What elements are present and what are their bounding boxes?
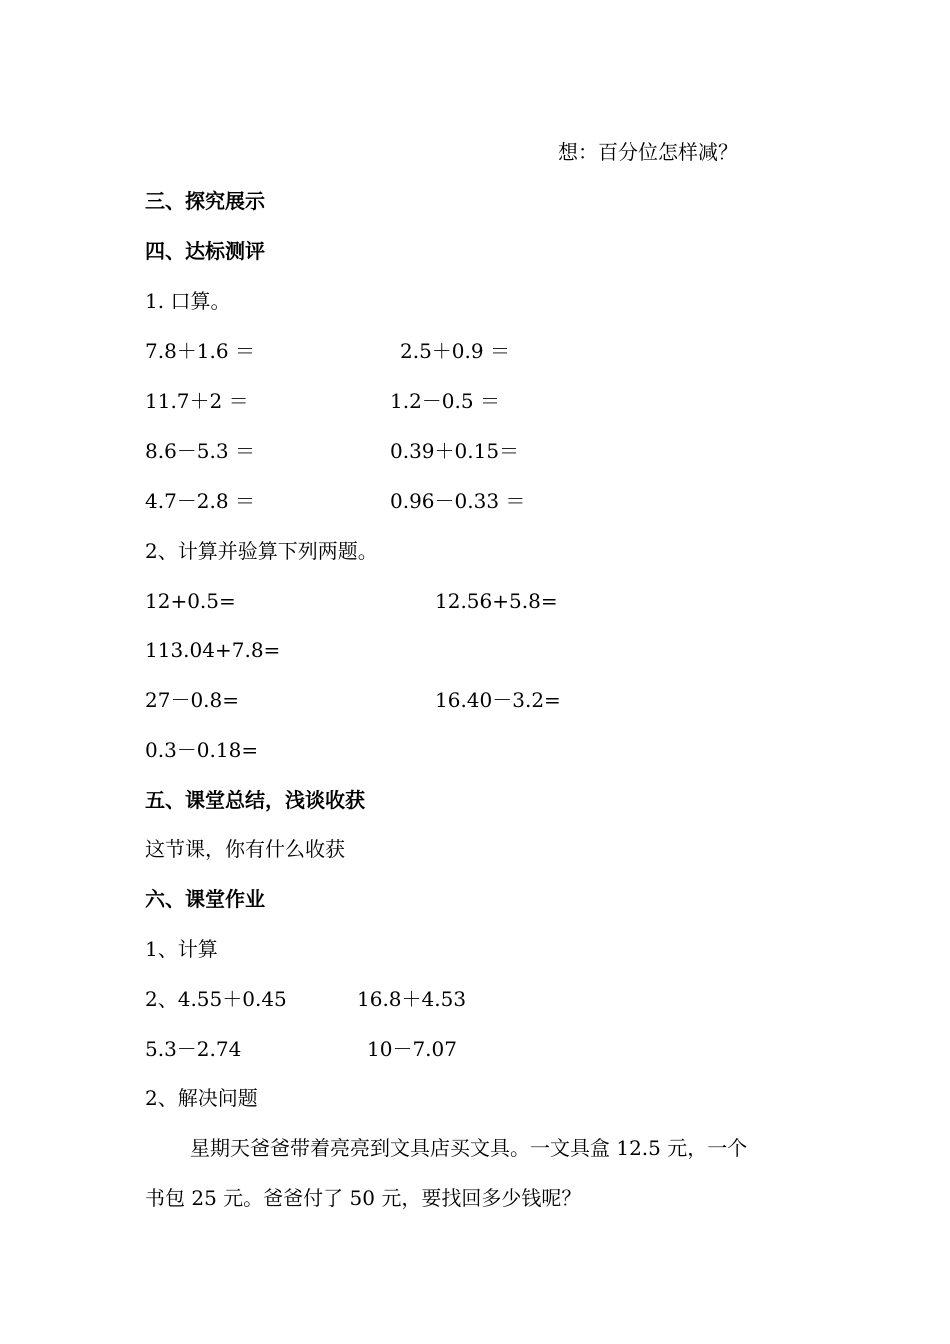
section-3-heading: 三、探究展示 — [145, 189, 265, 213]
calc-row-3-left: 27－0.8= — [145, 688, 240, 712]
oral-row-2-left: 11.7＋2 ＝ — [145, 389, 249, 413]
oral-row-4-left: 4.7－2.8 ＝ — [145, 489, 255, 513]
section-4-heading: 四、达标测评 — [145, 239, 265, 263]
question-1-title: 1. 口算。 — [145, 289, 231, 313]
section-5-heading: 五、课堂总结，浅谈收获 — [145, 788, 365, 812]
oral-row-4-right: 0.96－0.33 ＝ — [390, 489, 526, 513]
summary-prompt: 这节课，你有什么收获 — [145, 837, 345, 861]
homework-2-title: 2、解决问题 — [145, 1086, 258, 1110]
homework-row-2-left: 5.3－2.74 — [145, 1037, 242, 1061]
oral-row-3-right: 0.39＋0.15＝ — [390, 439, 520, 463]
calc-row-2-left: 113.04+7.8= — [145, 638, 281, 662]
question-2-title: 2、计算并验算下列两题。 — [145, 539, 378, 563]
oral-row-1-right: 2.5＋0.9 ＝ — [400, 339, 510, 363]
homework-row-1-right: 16.8＋4.53 — [357, 987, 467, 1011]
calc-row-3-right: 16.40－3.2= — [435, 688, 561, 712]
homework-1-title: 1、计算 — [145, 937, 218, 961]
oral-row-1-left: 7.8＋1.6 ＝ — [145, 339, 255, 363]
think-note: 想：百分位怎样减？ — [558, 140, 738, 164]
oral-row-2-right: 1.2－0.5 ＝ — [390, 389, 500, 413]
calc-row-4-left: 0.3－0.18= — [145, 738, 259, 762]
word-problem-line-2: 书包 25 元。爸爸付了 50 元，要找回多少钱呢？ — [145, 1186, 582, 1210]
oral-row-3-left: 8.6－5.3 ＝ — [145, 439, 255, 463]
calc-row-1-right: 12.56+5.8= — [435, 589, 558, 613]
section-6-heading: 六、课堂作业 — [145, 887, 265, 911]
calc-row-1-left: 12+0.5= — [145, 589, 236, 613]
word-problem-line-1: 星期天爸爸带着亮亮到文具店买文具。一文具盒 12.5 元，一个 — [190, 1136, 748, 1160]
homework-row-2-right: 10－7.07 — [367, 1037, 457, 1061]
homework-row-1-left: 2、4.55＋0.45 — [145, 987, 287, 1011]
